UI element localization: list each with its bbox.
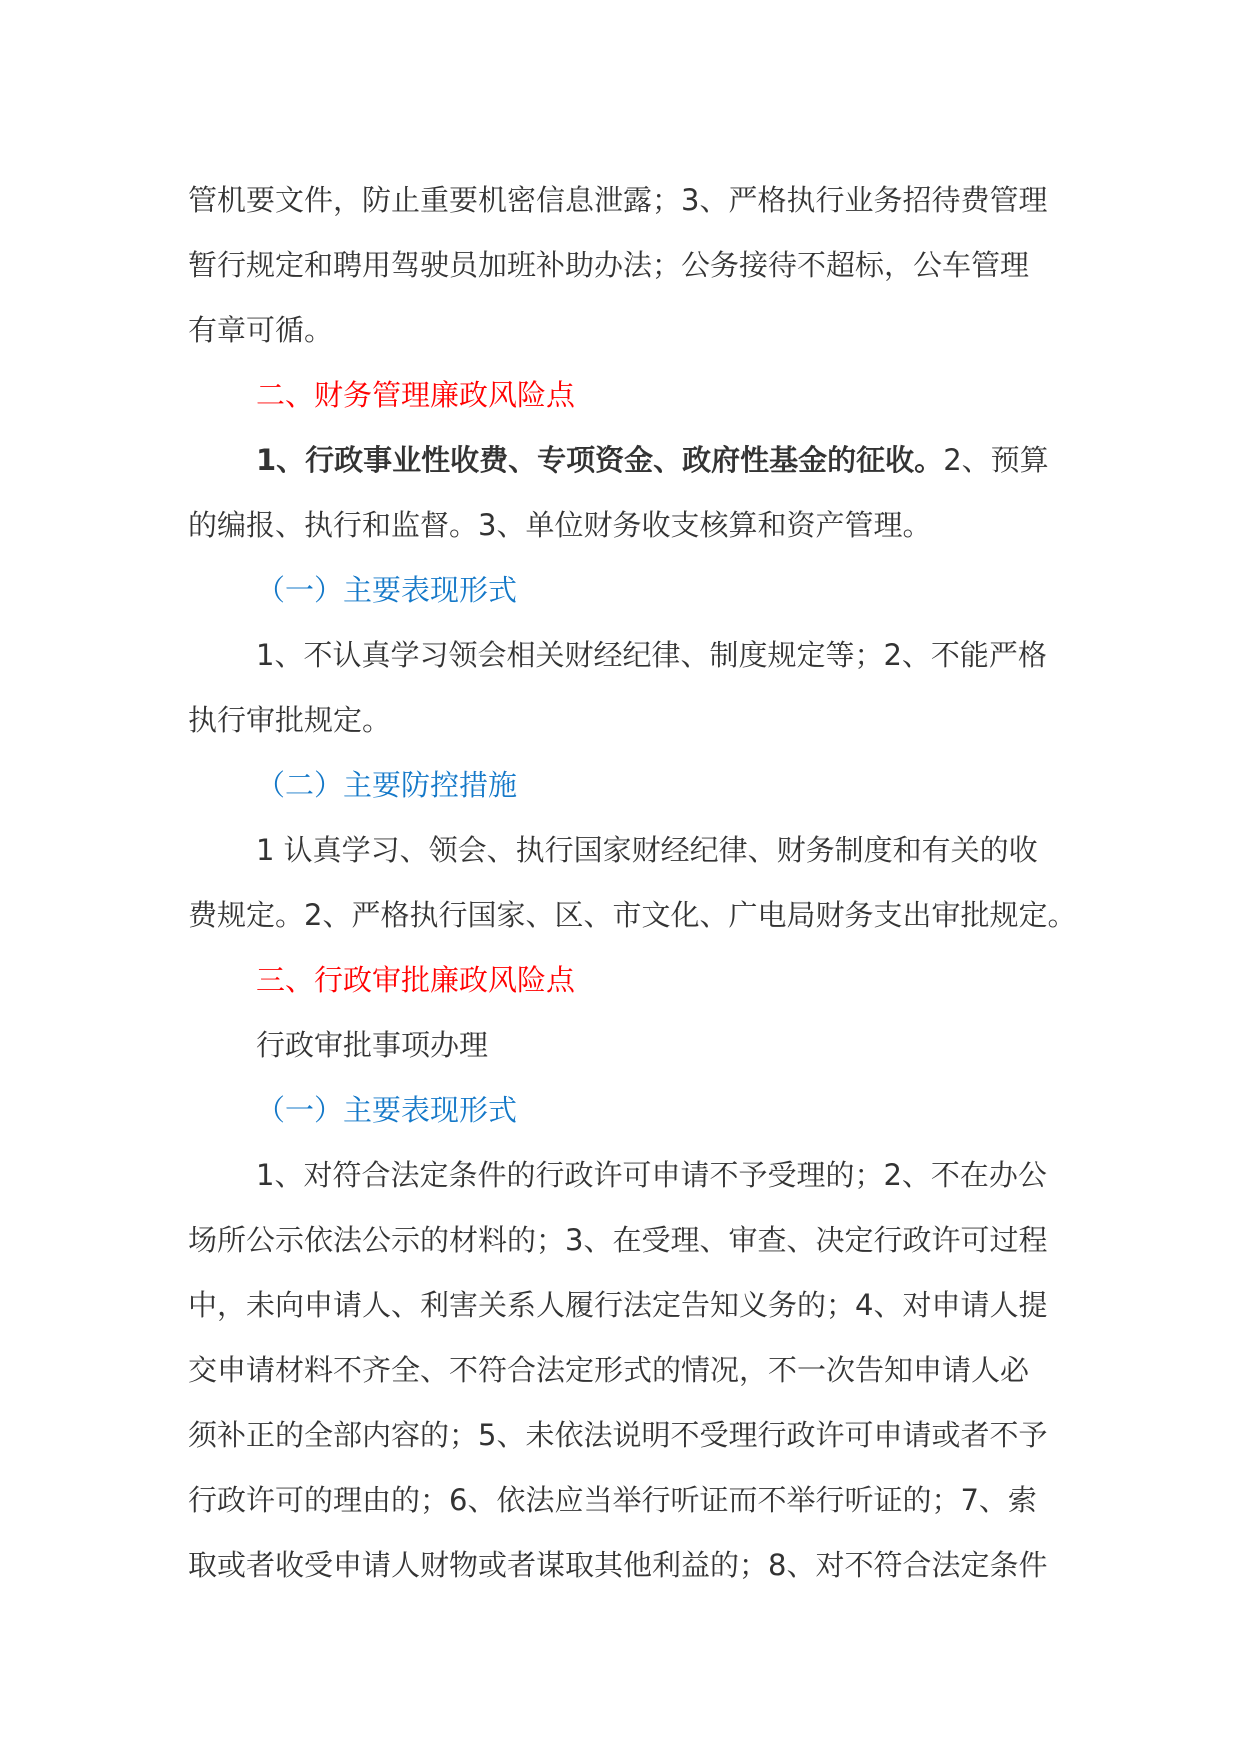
paragraph-line: 的编报、执行和监督。3、单位财务收支核算和资产管理。 bbox=[188, 508, 932, 542]
paragraph-line: 1、对符合法定条件的行政许可申请不予受理的；2、不在办公 bbox=[256, 1158, 1047, 1192]
paragraph-line: 费规定。2、严格执行国家、区、市文化、广电局财务支出审批规定。 bbox=[188, 898, 1077, 932]
paragraph-line: 须补正的全部内容的；5、未依法说明不受理行政许可申请或者不予 bbox=[188, 1418, 1048, 1452]
paragraph-line: 1、不认真学习领会相关财经纪律、制度规定等；2、不能严格 bbox=[256, 638, 1047, 672]
document-page bbox=[188, 168, 1077, 1598]
subsection-heading: （二）主要防控措施 bbox=[256, 768, 518, 802]
paragraph-line: 执行审批规定。 bbox=[188, 703, 392, 737]
paragraph-line bbox=[188, 428, 1068, 493]
section-heading: 二、财务管理廉政风险点 bbox=[256, 378, 576, 412]
paragraph-line: 交申请材料不齐全、不符合法定形式的情况，不一次告知申请人必 bbox=[188, 1353, 1030, 1387]
subsection-heading: （一）主要表现形式 bbox=[256, 573, 518, 607]
paragraph-line: 场所公示依法公示的材料的；3、在受理、审查、决定行政许可过程 bbox=[188, 1223, 1048, 1257]
subsection-heading: （一）主要表现形式 bbox=[256, 1093, 518, 1127]
paragraph-line: 行政许可的理由的；6、依法应当举行听证而不举行听证的；7、索 bbox=[188, 1483, 1037, 1517]
paragraph-text: 2、预算 bbox=[943, 443, 1049, 477]
paragraph-line: 管机要文件，防止重要机密信息泄露；3、严格执行业务招待费管理 bbox=[188, 183, 1048, 217]
section-heading: 三、行政审批廉政风险点 bbox=[256, 963, 576, 997]
paragraph-line: 暂行规定和聘用驾驶员加班补助办法；公务接待不超标，公车管理 bbox=[188, 248, 1030, 282]
paragraph-line: 中，未向申请人、利害关系人履行法定告知义务的；4、对申请人提 bbox=[188, 1288, 1048, 1322]
paragraph-line: 1 认真学习、领会、执行国家财经纪律、财务制度和有关的收 bbox=[256, 833, 1038, 867]
paragraph-line: 有章可循。 bbox=[188, 313, 334, 347]
paragraph-line: 取或者收受申请人财物或者谋取其他利益的；8、对不符合法定条件 bbox=[188, 1548, 1048, 1582]
paragraph-line: 行政审批事项办理 bbox=[256, 1028, 489, 1062]
bold-lead-text: 1、行政事业性收费、专项资金、政府性基金的征收。 bbox=[256, 443, 944, 477]
